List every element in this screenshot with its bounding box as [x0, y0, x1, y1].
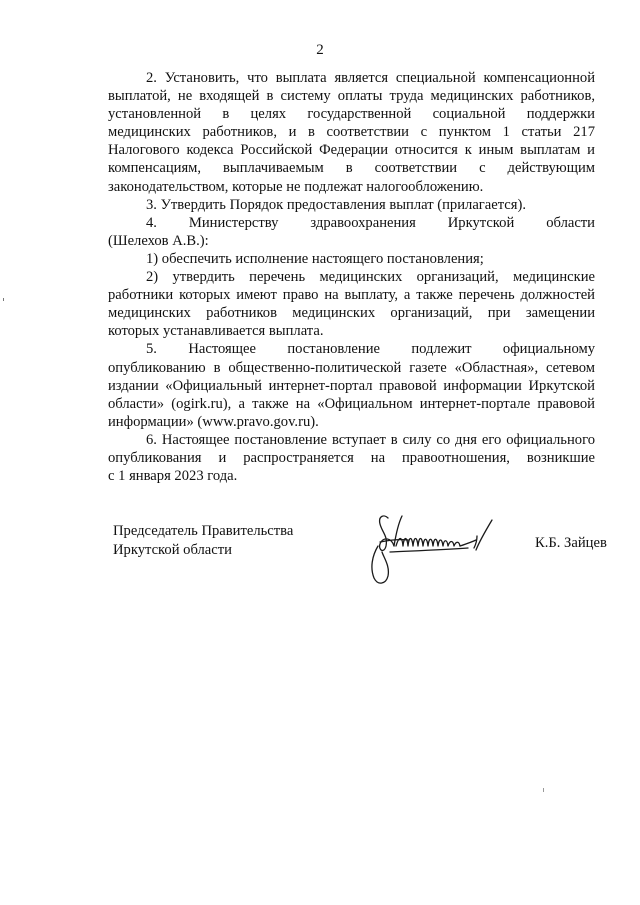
paragraph-5-line: опубликованию в общественно-политической газете «Областная», сетевом — [108, 359, 595, 376]
signer-name: К.Б. Зайцев — [535, 535, 607, 551]
paragraph-6-line: 6. Настоящее постановление вступает в силу со дня его официального — [146, 431, 595, 448]
paragraph-2-line: установленной в целях государственной социальной поддержки — [108, 106, 595, 123]
paragraph-4-item-2-line: работники которых имеют право на выплату, а также перечень должностей — [108, 287, 595, 304]
scan-mark — [543, 788, 544, 792]
paragraph-2-line: Налогового кодекса Российской Федерации относится к иным выплатам и — [108, 142, 595, 159]
paragraph-3: 3. Утвердить Порядок предоставления выплат (прилагается). — [146, 196, 526, 213]
paragraph-2-line: компенсациям, выплачиваемым в соответствии с действующим — [108, 160, 595, 177]
paragraph-4-item-2-line: 2) утвердить перечень медицинских организаций, медицинские — [146, 269, 595, 286]
paragraph-4-item-2-line: которых устанавливается выплата. — [108, 323, 324, 340]
signatory-position-line: Иркутской области — [113, 542, 232, 558]
paragraph-5-line: издании «Официальный интернет-портал правовой информации Иркутской — [108, 377, 595, 394]
scan-mark — [3, 298, 4, 301]
paragraph-4-line: (Шелехов А.В.): — [108, 232, 209, 249]
paragraph-4-item-2-line: медицинских работников медицинских организаций, при замещении — [108, 305, 595, 322]
paragraph-5-line: информации» (www.pravo.gov.ru). — [108, 413, 319, 430]
paragraph-2-line: 2. Установить, что выплата является специальной компенсационной — [146, 70, 595, 86]
paragraph-2-line: законодательством, которые не подлежат налогообложению. — [108, 178, 484, 195]
paragraph-4-line: 4. Министерству здравоохранения Иркутской области — [146, 214, 595, 231]
paragraph-6-line: с 1 января 2023 года. — [108, 468, 238, 485]
paragraph-5-line: области» (ogirk.ru), а также на «Официальном интернет-портале правовой — [108, 395, 595, 412]
paragraph-4-item-1: 1) обеспечить исполнение настоящего постановления; — [146, 250, 484, 267]
document-body — [108, 69, 595, 485]
signatory-position-line: Председатель Правительства — [113, 523, 294, 539]
paragraph-2-line: медицинских работников, и в соответствии с пунктом 1 статьи 217 — [108, 124, 595, 141]
signatory-position — [113, 522, 293, 560]
paragraph-2-line: выплатой, не входящей в систему оплаты труда медицинских работников, — [108, 88, 595, 105]
page-number: 2 — [316, 42, 324, 58]
paragraph-6-line: опубликования и распространяется на правоотношения, возникшие — [108, 449, 595, 466]
paragraph-5-line: 5. Настоящее постановление подлежит официальному — [146, 341, 595, 358]
handwritten-signature — [350, 506, 510, 588]
